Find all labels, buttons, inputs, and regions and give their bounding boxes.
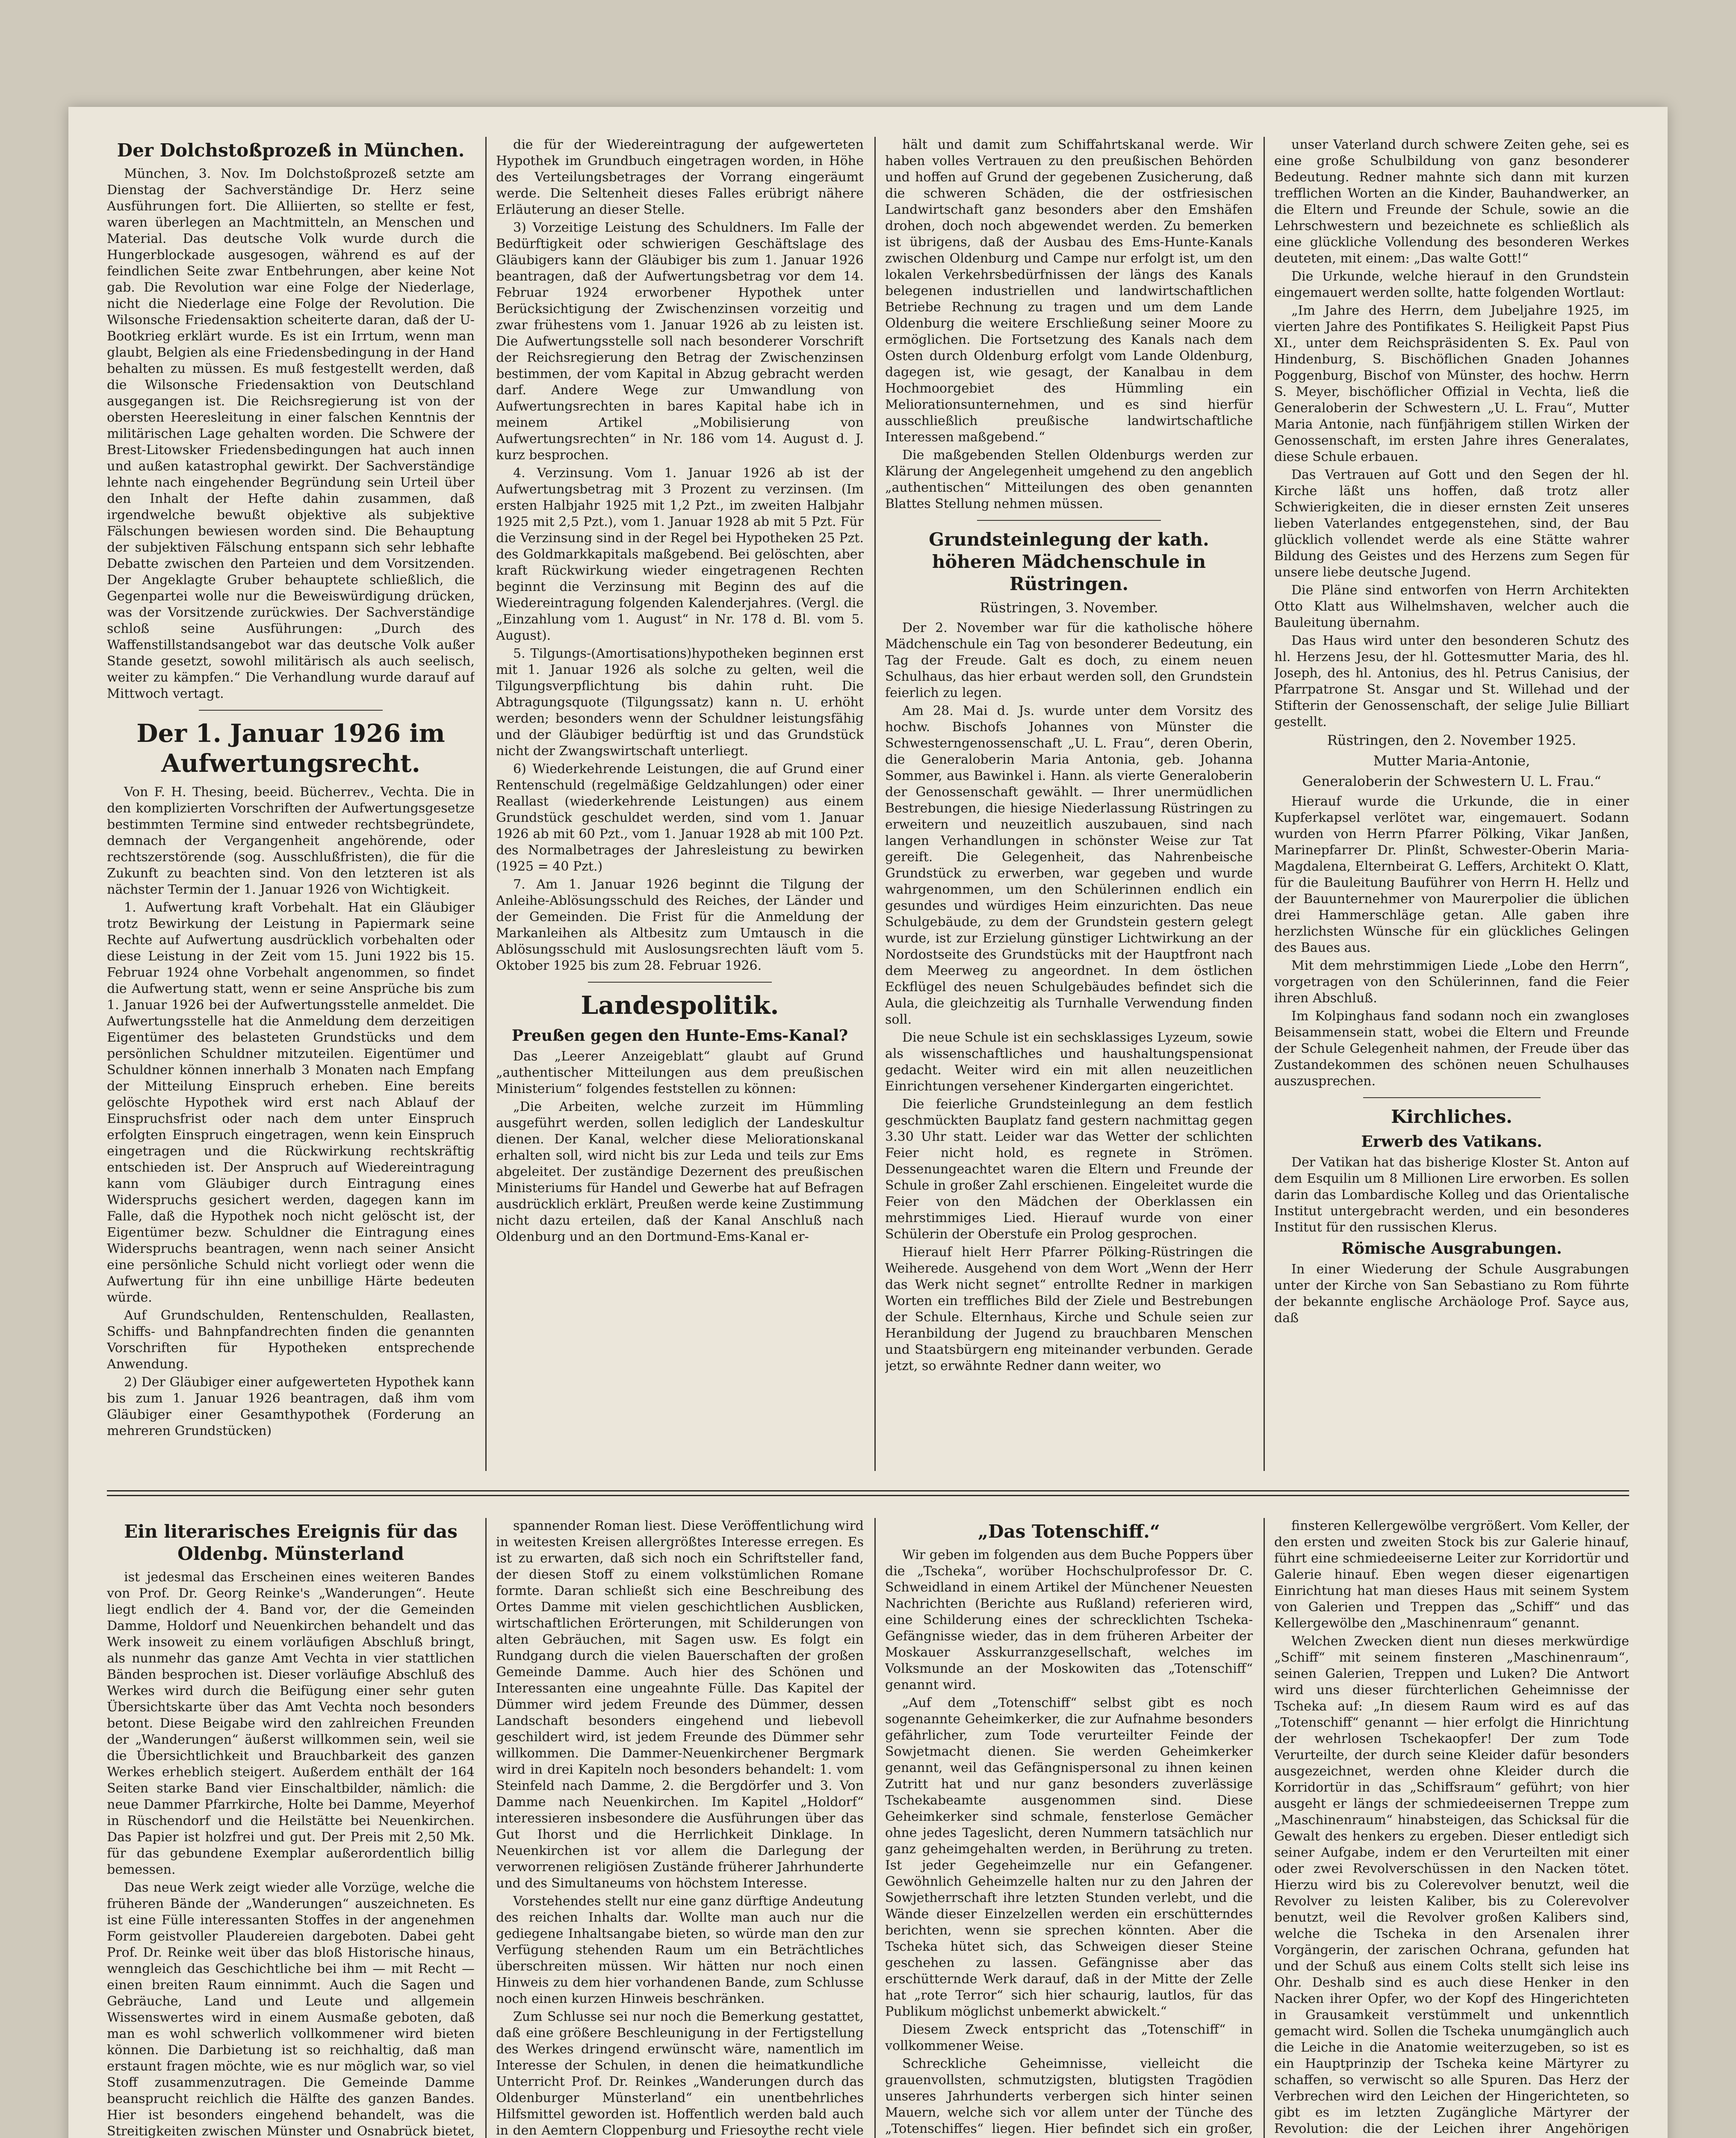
paragraph: Hierauf hielt Herr Pfarrer Pölking-Rüstringen die Weiherede. Ausgehend von dem Wort „Wenn der Herr das Werk nicht segnet“ entrollte Redner in markigen Worten ein treffliches Bild der Ziele und Bestrebungen der Schule. Elternhaus, Kirche und Schule seien zur Heranbildung der Jugend zu brauchbaren Menschen und Staatsbürgern eng miteinander verbunden. Gerade jetzt, so erwähnte Redner dann weiter, wo	[885, 1245, 1253, 1373]
paragraph: Die Pläne sind entworfen von Herrn Architekten Otto Klatt aus Wilhelmshaven, welcher auch die Bauleitung übernahm.	[1274, 583, 1629, 630]
lower-column-2	[496, 1518, 864, 2138]
article-title: Ein literarisches Ereignis für das Oldenbg. Münsterland	[124, 1521, 458, 1564]
paragraph: 2) Der Gläubiger einer aufgewerteten Hypothek kann bis zum 1. Januar 1926 beantragen, daß ihm vom Gläubiger einer Gesamthypothek (Forderung an mehreren Grundstücken)	[107, 1375, 475, 1438]
article-title: Kirchliches.	[1391, 1106, 1512, 1127]
upper-column-2	[496, 137, 864, 1471]
book-review-continued	[496, 1518, 864, 2138]
paragraph: Die maßgebenden Stellen Oldenburgs werden zur Klärung der Angelegenheit umgehend zu den angeblich „authentischen“ Mitteilungen des oben genannten Blattes Stellung nehmen müssen.	[885, 448, 1253, 511]
article-separator	[199, 710, 383, 711]
article-title: „Das Totenschiff.“	[977, 1521, 1160, 1542]
column-divider	[485, 1518, 487, 2138]
upper-section	[107, 137, 1629, 1471]
article-separator	[1363, 1097, 1541, 1098]
article-subtitle: Erwerb des Vatikans.	[1361, 1133, 1542, 1151]
dateline: Rüstringen, 3. November.	[980, 599, 1158, 616]
article-subtitle: Preußen gegen den Hunte-Ems-Kanal?	[511, 1027, 848, 1045]
dateline: Rüstringen, den 2. November 1925.	[1327, 732, 1577, 748]
paragraph: Die feierliche Grundsteinlegung an dem festlich geschmückten Bauplatz fand gestern nachmittag gegen 3.30 Uhr statt. Leider war das Wetter der schlichten Feier nicht hold, es regnete in Strömen. Dessenungeachtet waren die Eltern und Freunde der Schule in großer Zahl erschienen. Eingeleitet wurde die Feier von den Mädchen der Oberklassen ein mehrstimmiges Lied. Hierauf wurde von einer Schülerin der Oberstufe ein Prolog gesprochen.	[885, 1097, 1253, 1242]
paragraph: Mit dem mehrstimmigen Liede „Lobe den Herrn“, vorgetragen von den Schülerinnen, fand die Feier ihren Abschluß.	[1274, 958, 1629, 1006]
upper-column-3	[885, 137, 1253, 1471]
paragraph: Von F. H. Thesing, beeid. Bücherrev., Vechta. Die in den komplizierten Vorschriften der Aufwertungsgesetze bestimmten Termine sind entweder rechtsbegründete, demnach der Vergangenheit angehörende, oder rechtszerstörende (sog. Ausschlußfristen), die für die Zukunft zu beachten sind. Von den letzteren ist als nächster Termin der 1. Januar 1926 von Wichtigkeit.	[107, 785, 475, 897]
paragraph: 6) Wiederkehrende Leistungen, die auf Grund einer Rentenschuld (regelmäßige Geldzahlungen) oder einer Reallast (wiederkehrende Leistungen) aus einem Grundstück geschuldet werden, sind vom 1. Januar 1926 ab mit 60 Pzt., vom 1. Januar 1928 ab mit 100 Pzt. des Normalbetrages der Jahresleistung zu bewirken (1925 = 40 Pzt.)	[496, 762, 864, 874]
paragraph: Vorstehendes stellt nur eine ganz dürftige Andeutung des reichen Inhalts dar. Wollte man auch nur die gediegene Inhaltsangabe bieten, so würde man den zur Verfügung stehenden Raum um ein Beträchtliches überschreiten müssen. Wir hätten nur noch einen Hinweis zu dem hier vorhandenen Bande, zum Schlusse noch einen kurzen Hinweis beschränken.	[496, 1894, 864, 2006]
upper-column-1	[107, 137, 475, 1471]
paragraph: „Im Jahre des Herrn, dem Jubeljahre 1925, im vierten Jahre des Pontifikates S. Heiligkeit Papst Pius XI., unter dem Reichspräsidenten S. Ex. Paul von Hindenburg, S. Bischöflichen Gnaden Johannes Poggenburg, Bischof von Münster, des hochw. Herrn S. Meyer, bischöflicher Offizial in Vechta, ließ die Generaloberin der Schwestern „U. L. Frau“, Mutter Maria Antonie, nach fünfjährigem stillen Wirken der Genossenschaft, im ersten Jahre ihres Generalates, diese Schule erbauen.	[1274, 303, 1629, 464]
paragraph: Die neue Schule ist ein sechsklassiges Lyzeum, sowie als wissenschaftliches und haushaltungspensionat gedacht. Weiter wird ein mit allen neuzeitlichen Einrichtungen versehener Kindergarten eingerichtet.	[885, 1030, 1253, 1094]
paragraph: finsteren Kellergewölbe vergrößert. Vom Keller, der den ersten und zweiten Stock bis zur Galerie hinauf, führt eine schmiedeeiserne Leiter zur Korridortür und Galerie hinauf. Eben wegen dieser eigenartigen Einrichtung hat man dieses Haus mit seinem System von Galerien und Treppen das „Schiff“ und das Kellergewölbe den „Maschinenraum“ genannt.	[1274, 1518, 1629, 1631]
paragraph: 4. Verzinsung. Vom 1. Januar 1926 ab ist der Aufwertungsbetrag mit 3 Prozent zu verzinsen. (Im ersten Halbjahr 1925 mit 1,2 Pzt., im zweiten Halbjahr 1925 mit 2,5 Pzt.), vom 1. Januar 1928 ab mit 5 Pzt. Für die Verzinsung sind in der Regel bei Hypotheken 25 Pzt. des Goldmarkkapitals maßgebend. Bei gelöschten, aber kraft Rückwirkung wieder eingetragenen Rechten beginnt die Verzinsung mit Beginn des auf die Wiedereintragung folgenden Kalenderjahres. (Vergl. die „Einzahlung vom 1. August“ in Nr. 178 d. Bl. vom 5. August).	[496, 466, 864, 643]
paragraph: Am 28. Mai d. Js. wurde unter dem Vorsitz des hochw. Bischofs Johannes von Münster die Schwesterngenossenschaft „U. L. Frau“, deren Oberin, die Generaloberin Maria Antonia, geb. Johanna Sommer, aus Bawinkel i. Hann. als vierte Generaloberin der Genossenschaft gewählt. — Ihrer unermüdlichen Bestrebungen, die hiesige Niederlassung Rüstringen zu erweitern und neuzeitlich auszubauen, sind nach langen Verhandlungen in schönster Weise zur Tat gereift. Die Gelegenheit, das Nahrenbeische Grundstück zu erwerben, war gegeben und wurde wahrgenommen, um den Schülerinnen endlich ein gesundes und würdiges Heim einzurichten. Das neue Schulgebäude, zu dem der Grundstein gestern gelegt wurde, ist zur Erzielung günstiger Lichtwirkung an der Nordostseite des Grundstücks mit der Hauptfront nach dem Meerweg zu angeordnet. In dem östlichen Eckflügel des neuen Schulgebäudes befindet sich die Aula, die gleichzeitig als Turnhalle Verwendung finden soll.	[885, 703, 1253, 1027]
paragraph: Im Kolpinghaus fand sodann noch ein zwangloses Beisammensein statt, wobei die Eltern und Freunde der Schule Gelegenheit nahmen, der Freude über das Zustandekommen des schönen neuen Schulhauses auszusprechen.	[1274, 1009, 1629, 1089]
upper-column-4	[1274, 137, 1629, 1471]
column-divider	[874, 137, 876, 1471]
article-subtitle: Römische Ausgrabungen.	[1341, 1240, 1562, 1258]
paragraph: unser Vaterland durch schwere Zeiten gehe, sei es eine große Schulbildung von ganz besonderer Bedeutung. Redner mahnte sich dann mit kurzen trefflichen Worten an die Kinder, Bauhandwerker, an die Eltern und Freunde der Schule, sowie an die Lehrschwestern und bezeichnete es schließlich als eine glückliche Vollendung des besonderen Werkes deuteten, mit einem: „Das walte Gott!“	[1274, 137, 1629, 266]
dateline: Mutter Maria-Antonie,	[1373, 753, 1530, 769]
paragraph: ist jedesmal das Erscheinen eines weiteren Bandes von Prof. Dr. Georg Reinke's „Wanderungen“. Heute liegt endlich der 4. Band vor, der die Gemeinden Damme, Holdorf und Neuenkirchen behandelt und das Werk insoweit zu einem vorläufigen Abschluß bringt, als nunmehr das ganze Amt Vechta in vier stattlichen Bänden besprochen ist. Dieser vorläufige Abschluß des Werkes wird durch die Beifügung einer sehr guten Übersichtskarte über das Amt Vechta noch besonders betont. Diese Beigabe wird den zahlreichen Freunden der „Wanderungen“ äußerst willkommen sein, weil sie die Übersichtlichkeit und Brauchbarkeit des ganzen Werkes erheblich steigert. Außerdem enthält der 164 Seiten starke Band vier Einschaltbilder, nämlich: die neue Dammer Pfarrkirche, Holte bei Damme, Meyerhof in Rüschendorf und die Heilstätte bei Neuenkirchen. Das Papier ist holzfrei und gut. Der Preis mit 2,50 Mk. für das gebundene Exemplar außerordentlich billig bemessen.	[107, 1570, 475, 1877]
column-divider	[874, 1518, 876, 2138]
article-title: Grundsteinlegung der kath. höheren Mädchenschule in Rüstringen.	[929, 529, 1209, 594]
paragraph: „Die Arbeiten, welche zurzeit im Hümmling ausgeführt werden, sollen lediglich der Landeskultur dienen. Der Kanal, welcher diese Meliorationskanal erhalten soll, wird nicht bis zur Leda und teils zur Ems abgeleitet. Der zuständige Dezernent des preußischen Ministeriums für Handel und Gewerbe hat auf Befragen ausdrücklich erklärt, Preußen werde keine Zustimmung nicht dazu erteilen, daß der Kanal Anschluß nach Oldenburg und an den Dortmund-Ems-Kanal er-	[496, 1099, 864, 1244]
paragraph: Der Vatikan hat das bisherige Kloster St. Anton auf dem Esquilin um 8 Millionen Lire erworben. Es sollen darin das Lombardische Kolleg und das Orientalische Institut untergebracht werden, und ein besonderes Institut für den russischen Klerus.	[1274, 1155, 1629, 1235]
paragraph: Die Urkunde, welche hierauf in den Grundstein eingemauert werden sollte, hatte folgenden Wortlaut:	[1274, 269, 1629, 300]
paragraph: In einer Wiederung der Schule Ausgrabungen unter der Kirche von San Sebastiano zu Rom führte der bekannte englische Archäologe Prof. Sayce aus, daß	[1274, 1262, 1629, 1326]
article-separator	[977, 520, 1161, 521]
paragraph: 3) Vorzeitige Leistung des Schuldners. Im Falle der Bedürftigkeit oder schwierigen Geschäftslage des Gläubigers kann der Gläubiger bis zum 1. Januar 1926 beantragen, daß der Aufwertungsbetrag vor dem 14. Februar 1924 erworbener Hypothek unter Berücksichtigung der Zwischenzinsen vorzeitig und zwar frühestens vom 1. Januar 1926 ab zu leisten ist. Die Aufwertungsstelle soll nach besonderer Vorschrift der Reichsregierung den Betrag der Zwischenzinsen bestimmen, der vom Kapital in Abzug gebracht werden darf. Andere Wege zur Umwandlung von Aufwertungsrechten in bares Kapital habe ich in meinem Artikel „Mobilisierung von Aufwertungsrechten“ in Nr. 186 vom 14. August d. J. kurz besprochen.	[496, 220, 864, 463]
paragraph: Schreckliche Geheimnisse, vielleicht die grauenvollsten, schmutzigsten, blutigsten Tragödien unseres Jahrhunderts verbergen sich hinter seinen Mauern, welche sich vor allem unter der Tünche des „Totenschiffes“ liegen. Hier befindet sich ein großer,	[885, 2056, 1253, 2136]
paragraph: 1. Aufwertung kraft Vorbehalt. Hat ein Gläubiger trotz Bewirkung der Leistung in Papiermark seine Rechte auf Aufwertung ausdrücklich vorbehalten oder diese Leistung in der Zeit vom 15. Juni 1922 bis 15. Februar 1924 ohne Vorbehalt angenommen, so findet die Aufwertung statt, wenn er seine Ansprüche bis zum 1. Januar 1926 bei der Aufwertungsstelle anmeldet. Die Aufwertungsstelle hat die Anmeldung dem derzeitigen Eigentümer des belasteten Grundstücks und dem persönlichen Schuldner mitzuteilen. Eigentümer und Schuldner können innerhalb 3 Monaten nach Empfang der Mitteilung Einspruch erheben. Eine bereits gelöschte Hypothek wird erst nach Ablauf der Einspruchsfrist oder nach dem unter Einspruch erfolgten Einspruch eingetragen, wenn kein Einspruch eingetragen und die Rückwirkung rechtskräftig entschieden ist. Der Anspruch auf Wiedereintragung kann vom Gläubiger durch Eintragung eines Widerspruchs gesichert werden, dagegen kann im Falle, daß die Hypothek noch nicht gelöscht ist, der Eigentümer bezw. Schuldner die Eintragung eines Widerspruchs beantragen, wenn nach seiner Ansicht eine persönliche Schuld nicht vorliegt oder wenn die Aufwertung für ihn eine unbillige Härte bedeuten würde.	[107, 900, 475, 1305]
newspaper-page	[68, 107, 1668, 2138]
paragraph: Hierauf wurde die Urkunde, die in einer Kupferkapsel verlötet war, eingemauert. Sodann wurden von Herrn Pfarrer Pölking, Vikar Janßen, Marinepfarrer Dr. Plinßt, Schwester-Oberin Maria-Magdalena, Elternbeirat G. Leffers, Architekt O. Klatt, für die Bauleitung Bauführer von Herrn H. Hellz und der Bauunternehmer von Maurerpolier die üblichen drei Hammerschläge getan. Alle gaben ihre herzlichsten Wünsche für ein glückliches Gelingen des Baues aus.	[1274, 794, 1629, 955]
paragraph: Auf Grundschulden, Rentenschulden, Reallasten, Schiffs- und Bahnpfandrechten finden die genannten Vorschriften für Hypotheken entsprechende Anwendung.	[107, 1308, 475, 1372]
paragraph: Das Vertrauen auf Gott und den Segen der hl. Kirche läßt uns hoffen, daß trotz aller Schwierigkeiten, die in dieser ernsten Zeit unseres lieben Vaterlandes entgegenstehen, sind, der Bau glücklich vollendet werde als eine Stätte wahrer Bildung des Geistes und des Herzens zum Segen für unsere liebe deutsche Jugend.	[1274, 467, 1629, 580]
article-title: Der Dolchstoßprozeß in München.	[117, 140, 465, 161]
headline: Landespolitik.	[581, 991, 779, 1020]
column-divider	[1264, 137, 1265, 1471]
paragraph: 7. Am 1. Januar 1926 beginnt die Tilgung der Anleihe-Ablösungsschuld des Reiches, der Länder und der Gemeinden. Die Frist für die Anmeldung der Markanleihen als Altbesitz zum Umtausch in die Ablösungsschuld mit Auslosungsrechten läuft vom 5. Oktober 1925 bis zum 28. Februar 1926.	[496, 877, 864, 973]
paragraph: München, 3. Nov. Im Dolchstoßprozeß setzte am Dienstag der Sachverständige Dr. Herz seine Ausführungen fort. Die Alliierten, so stellte er fest, waren überlegen an Machtmitteln, an Menschen und Material. Das deutsche Volk wurde durch die Hungerblockade ausgesogen, während es auf der feindlichen Seite zwar Entbehrungen, aber keine Not gab. Die Revolution war eine Folge der Niederlage, nicht die Niederlage eine Folge der Revolution. Die Wilsonsche Friedensaktion scheiterte daran, daß der U-Bootkrieg erklärt wurde. Es ist ein Irrtum, wenn man glaubt, Belgien als eine Friedensbedingung in der Hand behalten zu müssen. Es muß festgestellt werden, daß die Wilsonsche Friedensaktion von Deutschland ausgegangen ist. Die Reichsregierung ist von der obersten Heeresleitung in einer falschen Kenntnis der militärischen Lage gehalten worden. Die Schwere der Brest-Litowsker Friedensbedingungen hat auch innen und außen katastrophal gewirkt. Der Sachverständige lehnte nach eingehender Begründung sein Urteil über den Inhalt der Hefte dahin zusammen, daß irgendwelche bewußt objektive als subjektive Fälschungen bewiesen worden sind. Die Behauptung der subjektiven Fälschung entspann sich sehr lebhafte Debatte zwischen den Parteien und dem Vorsitzenden. Der Angeklagte Gruber behauptete schließlich, die Gegenpartei wolle nur die Beweiswürdigung drücken, was der Vorsitzende zurückwies. Der Sachverständige schloß seine Ausführungen: „Durch des Waffenstillstandsangebot war das deutsche Volk außer Stande gesetzt, sowohl militärisch als auch seelisch, weiter zu kämpfen.“ Die Verhandlung wurde darauf auf Mittwoch vertagt.	[107, 166, 475, 701]
lower-column-4	[1274, 1518, 1629, 2138]
section-divider	[107, 1490, 1629, 1496]
paragraph: Wir geben im folgenden aus dem Buche Poppers über die „Tscheka“, worüber Hochschulprofessor Dr. C. Schweidland in einem Artikel der Münchener Neuesten Nachrichten (Berichte aus Rußland) referieren wird, eine Schilderung eines der schrecklichten Tscheka-Gefängnisse wieder, das in dem früheren Arbeiter der Moskauer Asskurranzgesellschaft, welches im Volksmunde an der Moskowiten das „Totenschiff“ genannt wird.	[885, 1547, 1253, 1692]
paragraph: spannender Roman liest. Diese Veröffentlichung wird in weitesten Kreisen allergrößtes Interesse erregen. Es ist zu erwarten, daß sich noch ein Schriftsteller fand, der diesen Stoff zu einem volkstümlichen Romane formte. Daran schließt sich eine Beschreibung des Ortes Damme mit vielen geschichtlichen Ausblicken, wirtschaftlichen Erörterungen, mit Schilderungen von alten Gebräuchen, mit Sagen usw. Es folgt ein Rundgang durch die vielen Bauerschaften der großen Gemeinde Damme. Auch hier des Schönen und Interessanten eine ungeahnte Fülle. Das Kapitel der Dümmer wird jedem Freunde des Dümmer, dessen Landschaft besonders eingehend und liebevoll geschildert wird, ist jedem Freunde des Dümmer sehr willkommen. Die Dammer-Neuenkirchener Bergmark wird in drei Kapiteln noch besonders behandelt: 1. vom Steinfeld nach Damme, 2. die Bergdörfer und 3. Von Damme nach Neuenkirchen. Im Kapitel „Holdorf“ interessieren insbesondere die Ausführungen über das Gut Ihorst und die Herrlichkeit Dinklage. In Neuenkirchen ist vor allem die Darlegung der verworrenen religiösen Zustände früherer Jahrhunderte und des Simultaneums von höchstem Interesse.	[496, 1518, 864, 1891]
paragraph: Diesem Zweck entspricht das „Totenschiff“ in vollkommener Weise.	[885, 2022, 1253, 2053]
paragraph: 5. Tilgungs-(Amortisations)hypotheken beginnen erst mit 1. Januar 1926 als solche zu gelten, weil die Tilgungsverpflichtung bis dahin ruht. Die Abtragungsquote (Tilgungssatz) kann n. U. erhöht werden; besonders wenn der Schuldner leistungsfähig und der Gläubiger bedürftig ist und das Grundstück nicht der Zwangswirtschaft unterliegt.	[496, 646, 864, 759]
lower-column-3	[885, 1518, 1253, 2138]
paragraph: Welchen Zwecken dient nun dieses merkwürdige „Schiff“ mit seinem finsteren „Maschinenraum“, seinen Galerien, Treppen und Luken? Die Antwort wird uns dieser fürchterlichen Geheimnisse der Tscheka auf: „In diesem Raum wird es auf das „Totenschiff“ genannt — hier erfolgt die Hinrichtung der wehrlosen Tschekaopfer! Der zum Tode Verurteilte, der durch seine Kleider dafür besonders ausgezeichnet, werden ohne Kleider durch die Korridortür in das „Schiffsraum“ geführt; von hier ausgeht er längs der schmiedeeisernen Treppe zum „Maschinenraum“ hinabsteigen, das Schicksal für die Gewalt des henkers zu ergeben. Dieser entledigt sich seiner Aufgabe, indem er den Verurteilten mit einer oder zwei Revolverschüssen in den Nacken tötet. Hierzu wird bis zu Colerevolver benutzt, weil die Revolver zu leisten Kaliber, bis zu Colerevolver benutzt, weil die Revolver großen Kalibers sind, welche die Tscheka in den Arsenalen ihrer Vorgängerin, der zarischen Ochrana, gefunden hat und der Schuß aus einem Colts stellt sich leise ins Ohr. Deshalb sind es auch diese Henker in den Nacken ihrer Opfer, wo der Kopf des Hingerichteten in Grausamkeit verstümmelt und unkenntlich gemacht wird. Sollen die Tscheka unumgänglich auch die Leiche in die Anatomie weiterzugeben, so ist es ein Hauptprinzip der Tscheka keine Märtyrer zu schaffen, so verwischt so alle Spuren. Das Herz der Verbrechen wird den Leichen der Hingerichteten, so gibt es im letzten Zugängliche Märtyrer der Revolution: die der Leichen ihrer Angehörigen	[1274, 1634, 1629, 2136]
paragraph: Das „Leerer Anzeigeblatt“ glaubt auf Grund „authentischer Mitteilungen aus dem preußischen Ministerium“ folgendes feststellen zu können:	[496, 1049, 864, 1096]
paragraph: Der 2. November war für die katholische höhere Mädchenschule ein Tag von besonderer Bedeutung, ein Tag der Freude. Galt es doch, zu einem neuen Schulhaus, das hier erbaut werden soll, den Grundstein feierlich zu legen.	[885, 620, 1253, 700]
lower-section	[107, 1518, 1629, 2138]
dateline: Generaloberin der Schwestern U. L. Frau.“	[1302, 773, 1601, 789]
paragraph: Das Haus wird unter den besonderen Schutz des hl. Herzens Jesu, der hl. Gottesmutter Maria, des hl. Joseph, des hl. Antonius, des hl. Petrus Canisius, der Pfarrpatrone St. Ansgar und St. Willehad und der Stifterin der Genossenschaft, der selige Julie Billiart gestellt.	[1274, 633, 1629, 729]
paragraph: hält und damit zum Schiffahrtskanal werde. Wir haben volles Vertrauen zu den preußischen Behörden und hoffen auf Grund der gegebenen Zusicherung, daß die schweren Schäden, die der ostfriesischen Landwirtschaft ganz besonders aber den Emshäfen drohen, doch noch abgewendet werden. Zu bemerken ist übrigens, daß der Ausbau des Ems-Hunte-Kanals zwischen Oldenburg und Campe nur erfolgt ist, um den lokalen Verkehrsbedürfnissen der längs des Kanals belegenen industriellen und landwirtschaftlichen Betriebe Rechnung zu tragen und um dem Lande Oldenburg die weitere Erschließung seiner Moore zu ermöglichen. Die Fortsetzung des Kanals nach dem Osten durch Oldenburg erfolgt vom Lande Oldenburg, dagegen ist, wie gesagt, der Kanalbau in dem Hochmoorgebiet des Hümmling ein Meliorationsunternehmen, und es sind hierfür ausschließlich preußische landwirtschaftliche Interessen maßgebend.“	[885, 137, 1253, 445]
lower-column-1	[107, 1518, 475, 2138]
paragraph: „Auf dem „Totenschiff“ selbst gibt es noch sogenannte Geheimkerker, die zur Aufnahme besonders gefährlicher, zum Tode verurteilter Feinde der Sowjetmacht dienen. Sie werden Geheimkerker genannt, weil das Gefängnispersonal zu ihnen keinen Zutritt hat und nur ganz besonders zuverlässige Tschekabeamte ausgenommen sind. Diese Geheimkerker sind schmale, fensterlose Gemächer ohne jedes Tageslicht, deren Nummern tatsächlich nur ganz geheimgehalten werden, in Berührung zu treten. Ist jeder Gegeheimzelle nur ein Gefangener. Gewöhnlich Geheimzelle halten nur zu den Jahren der Sowjetherrschaft ihre letzten Stunden verlebt, und die Wände dieser Einzelzellen werden ein erschütterndes berichten, wenn sie sprechen könnten. Aber die Tscheka hütet sich, das Schweigen dieser Steine geschehen zu lassen. Gefängnisse aber das erschütternde Werk darauf, daß in der Mitte der Zelle hat „rote Terror“ sich hier schaurig, lautlos, für das Publikum möglichst unbemerkt abwickelt.“	[885, 1695, 1253, 2019]
paragraph: die für der Wiedereintragung der aufgewerteten Hypothek im Grundbuch eingetragen worden, in Höhe des Verteilungsbetrages der Vorrang eingeräumt werde. Die Seltenheit dieses Falles erübrigt nähere Erläuterung an dieser Stelle.	[496, 137, 864, 217]
column-divider	[1264, 1518, 1265, 2138]
column-divider	[485, 137, 487, 1471]
paragraph: Das neue Werk zeigt wieder alle Vorzüge, welche die früheren Bände der „Wanderungen“ auszeichneten. Es ist eine Fülle interessanten Stoffes in der angenehmen Form geistvoller Plaudereien dargeboten. Dabei geht Prof. Dr. Reinke weit über das bloß Historische hinaus, wenngleich das Geschichtliche bei ihm — mit Recht — einen breiten Raum einnimmt. Auch die Sagen und Gebräuche, Land und Leute und allgemein Wissenswertes wird in einem Ausmaße geboten, daß man es wohl schwerlich vollkommener wird bieten können. Die Darbietung ist so reichhaltig, daß man erstaunt fragen möchte, wie es nur möglich war, so viel Stoff zusammenzutragen. Die Gemeinde Damme beansprucht reichlich die Hälfte des ganzen Bandes. Hier ist besonders eingehend behandelt, was die Streitigkeiten zwischen Münster und Osnabrück bietet,	[107, 1880, 475, 2138]
headline: Der 1. Januar 1926 im Aufwertungsrecht.	[136, 719, 445, 778]
paragraph: Zum Schlusse sei nur noch die Bemerkung gestattet, daß eine größere Beschleunigung in der Fertigstellung des Werkes dringend erwünscht wäre, namentlich im Interesse der Schulen, in denen die heimatkundliche Unterricht Prof. Dr. Reinkes „Wanderungen durch das Oldenburger Münsterland“ ein unentbehrliches Hilfsmittel geworden ist. Hoffentlich werden bald auch in den Aemtern Cloppenburg und Friesoythe recht viele	[496, 2009, 864, 2138]
article-separator	[588, 982, 772, 983]
